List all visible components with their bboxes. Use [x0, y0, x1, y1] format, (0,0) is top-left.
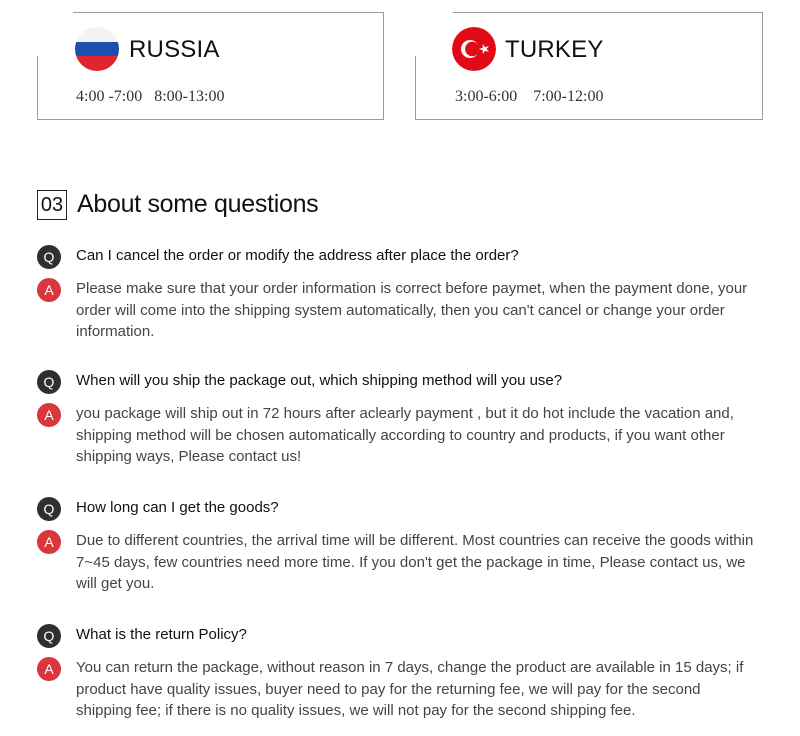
question-badge: Q	[37, 624, 61, 648]
faq-question: Can I cancel the order or modify the address after place the order?	[76, 247, 519, 264]
region-card-russia	[37, 12, 384, 120]
service-hours: 3:00-6:00 7:00-12:00	[455, 88, 604, 105]
faq-question: How long can I get the goods?	[76, 499, 279, 516]
question-badge: Q	[37, 245, 61, 269]
russia-flag-icon	[75, 27, 119, 71]
faq-answer: You can return the package, without reason in 7 days, change the product are available in 15 days; if product have quality issues, buyer need to pay for the returning fee, we will pay for the second shipping fee; if there is no quality issues, we will not pay for the second shipping fee.	[76, 659, 744, 719]
country-name: TURKEY	[505, 36, 604, 63]
faq-question: When will you ship the package out, which shipping method will you use?	[76, 372, 563, 389]
question-badge: Q	[37, 497, 61, 521]
card-border	[73, 12, 383, 13]
answer-badge: A	[37, 530, 61, 554]
answer-badge: A	[37, 657, 61, 681]
country-name: RUSSIA	[129, 36, 220, 63]
card-border	[453, 12, 762, 13]
service-hours: 4:00 -7:00 8:00-13:00	[76, 88, 225, 105]
faq-answer: Please make sure that your order information is correct before paymet, when the payment done, your order will come into the shipping system automatically, then you can't cancel or change your order information.	[76, 280, 748, 340]
faq-question: What is the return Policy?	[76, 626, 247, 643]
answer-badge: A	[37, 403, 61, 427]
question-badge: Q	[37, 370, 61, 394]
section-title: About some questions	[77, 190, 319, 218]
section-number: 03	[37, 190, 67, 220]
region-card-turkey	[415, 12, 763, 120]
faq-answer: Due to different countries, the arrival time will be different. Most countries can receive the goods within 7~45 days, few countries need more time. If you don't get the package in time, Please contact us, we will get you.	[76, 532, 754, 592]
faq-answer: you package will ship out in 72 hours after aclearly payment , but it do hot include the vacation and, shipping method will be chosen automatically according to country and products, if you want other shipping ways, Please contact us!	[76, 405, 734, 465]
answer-badge: A	[37, 278, 61, 302]
turkey-flag-icon	[452, 27, 496, 71]
